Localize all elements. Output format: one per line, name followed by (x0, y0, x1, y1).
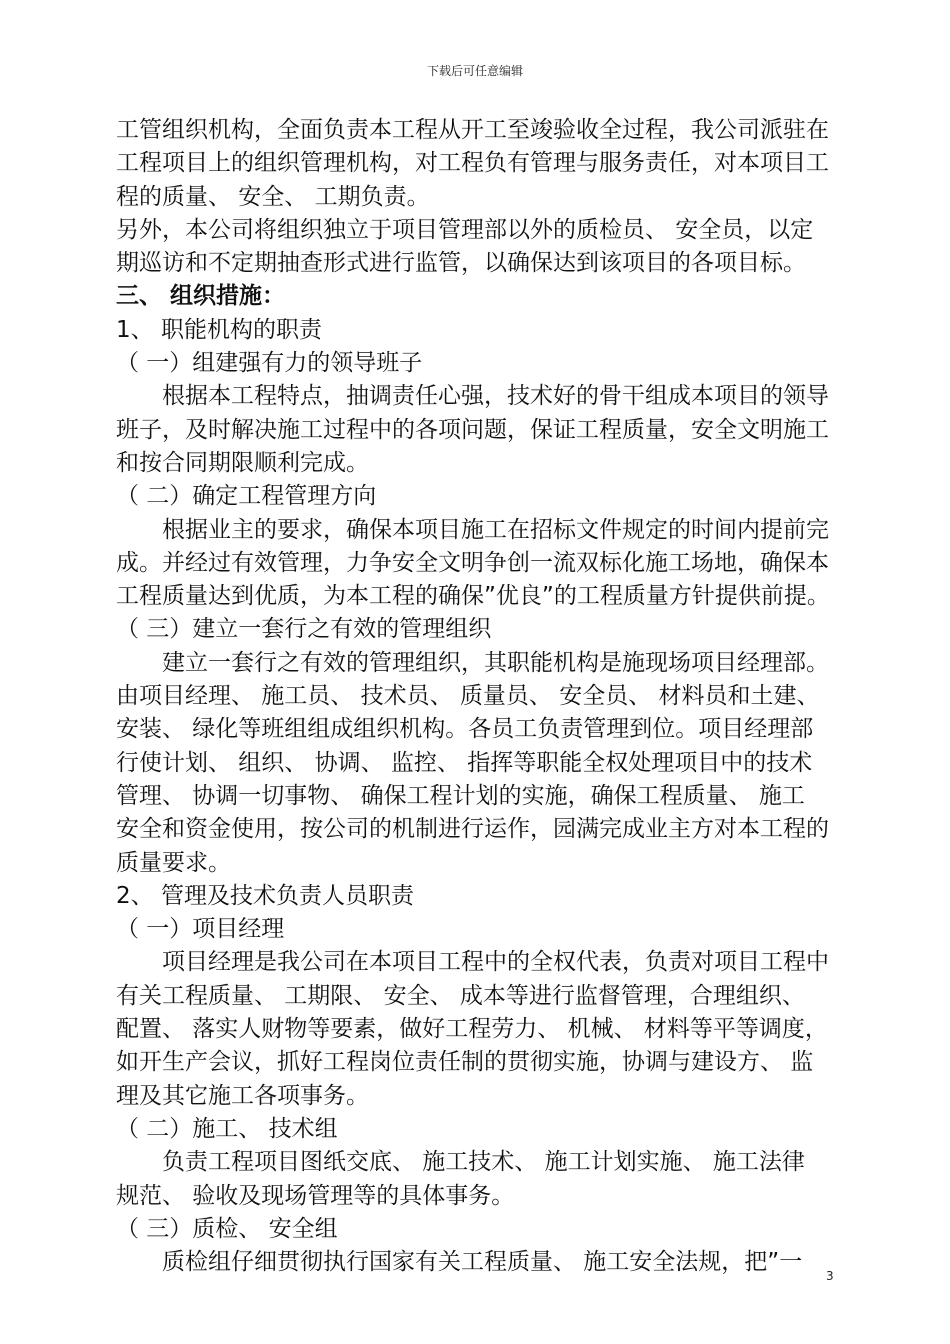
text-line: 项目经理是我公司在本项目工程中的全权代表，负责对项目工程中 (162, 949, 829, 976)
text-line: （ 三）质检、 安全组 (116, 1215, 338, 1242)
text-line: 工程质量达到优质，为本工程的确保”优良”的工程质量方针提供前提。 (116, 583, 830, 610)
text-line: 管理、 协调一切事物、 确保工程计划的实施，确保工程质量、 施工 (116, 782, 805, 809)
page-header: 下载后可任意编辑 (426, 64, 523, 78)
text-line: 2、 管理及技术负责人员职责 (116, 882, 414, 909)
document-body (116, 114, 846, 1279)
text-line: 质检组仔细贯彻执行国家有关工程质量、 施工安全法规，把”一 (162, 1249, 803, 1276)
text-line: 由项目经理、 施工员、 技术员、 质量员、 安全员、 材料员和土建、 (116, 683, 820, 710)
text-line: 另外，本公司将组织独立于项目管理部以外的质检员、 安全员，以定 (116, 216, 814, 243)
text-line: 规范、 验收及现场管理等的具体事务。 (116, 1182, 515, 1209)
text-line: 期巡访和不定期抽查形式进行监管，以确保达到该项目的各项目标。 (116, 250, 806, 277)
text-line: 配置、 落实人财物等要素，做好工程劳力、 机械、 材料等平等调度， (116, 1016, 828, 1043)
text-line: 工管组织机构，全面负责本工程从开工至竣验收全过程，我公司派驻在 (116, 117, 829, 143)
text-line: （ 三）建立一套行之有效的管理组织 (116, 616, 492, 643)
text-line: 三、 组织措施： (116, 283, 286, 310)
text-line: 负责工程项目图纸交底、 施工技术、 施工计划实施、 施工法律 (162, 1149, 805, 1176)
text-line: 根据业主的要求，确保本项目施工在招标文件规定的时间内提前完 (162, 516, 829, 543)
text-line: 程的质量、 安全、 工期负责。 (116, 183, 430, 210)
text-line: 安全和资金使用，按公司的机制进行运作，园满完成业主方对本工程的 (116, 816, 829, 843)
text-line: （ 二）施工、 技术组 (116, 1115, 338, 1142)
text-line: 如开生产会议，抓好工程岗位责任制的贯彻实施，协调与建设方、 监 (116, 1049, 814, 1076)
text-line: （ 一）组建强有力的领导班子 (116, 350, 423, 377)
text-line: 工程项目上的组织管理机构，对工程负有管理与服务责任，对本项目工 (116, 150, 829, 177)
text-line: 质量要求。 (116, 849, 231, 876)
text-line: 根据本工程特点，抽调责任心强，技术好的骨干组成本项目的领导 (162, 383, 829, 410)
text-line: （ 二）确定工程管理方向 (116, 483, 377, 510)
text-line: （ 一）项目经理 (116, 916, 285, 943)
text-line: 班子，及时解决施工过程中的各项问题，保证工程质量，安全文明施工 (116, 416, 829, 443)
text-line: 成。并经过有效管理，力争安全文明争创一流双标化施工场地，确保本 (116, 549, 829, 576)
text-line: 1、 职能机构的职责 (116, 316, 322, 343)
page-number: 3 (826, 1269, 834, 1283)
text-line: 行使计划、 组织、 协调、 监控、 指挥等职能全权处理项目中的技术 (116, 749, 813, 776)
text-line: 安装、 绿化等班组组成组织机构。各员工负责管理到位。项目经理部 (116, 716, 814, 743)
text-line: 理及其它施工各项事务。 (116, 1082, 369, 1109)
text-line: 建立一套行之有效的管理组织，其职能机构是施现场项目经理部。 (162, 649, 829, 676)
text-line: 有关工程质量、 工期限、 安全、 成本等进行监督管理，合理组织、 (116, 982, 805, 1009)
text-line: 和按合同期限顺利完成。 (116, 449, 369, 476)
